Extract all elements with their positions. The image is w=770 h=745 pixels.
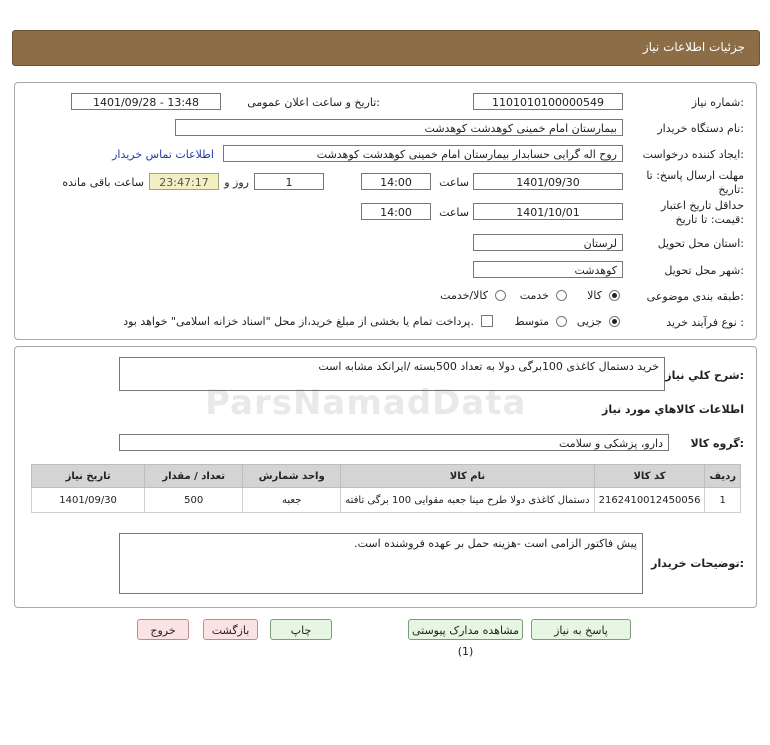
goods-info-heading: اطلاعات کالاهاي مورد نياز <box>602 403 744 416</box>
buyer-org-field: بیمارستان امام خمینی کوهدشت کوهدشت <box>175 119 623 136</box>
buyer-notes-text: پیش فاکتور الزامی است -هزینه حمل بر عهده فروشنده است. <box>354 537 637 550</box>
exit-button[interactable]: خروج <box>137 619 189 640</box>
need-info-panel <box>14 82 757 340</box>
process-label: نوع فرآیند خرید : <box>666 316 744 329</box>
buyer-notes-label: توضیحات خریدار: <box>651 557 744 570</box>
validity-time-field: 14:00 <box>361 203 431 220</box>
col-need-date: تاریخ نیاز <box>32 465 145 488</box>
goods-table <box>31 464 741 513</box>
process-option-minor: جزیی <box>576 315 602 328</box>
col-unit: واحد شمارش <box>243 465 341 488</box>
treasury-payment-checkbox[interactable] <box>481 315 493 327</box>
category-option-goods: کالا <box>587 289 602 302</box>
city-label: شهر محل تحویل: <box>664 264 744 277</box>
buyer-notes-box <box>119 533 643 594</box>
goods-group-field: دارو، پزشکی و سلامت <box>119 434 669 451</box>
need-number-label: شماره نیاز: <box>691 96 744 109</box>
process-radio-medium[interactable] <box>556 316 567 327</box>
summary-label: شرح کلي نیاز: <box>665 369 744 382</box>
validity-date-field: 1401/10/01 <box>473 203 623 220</box>
col-code: کد کالا <box>594 465 705 488</box>
col-quantity: تعداد / مقدار <box>145 465 243 488</box>
remaining-label: ساعت باقی مانده <box>62 176 144 189</box>
buyer-org-label: نام دستگاه خریدار: <box>657 122 744 135</box>
need-details-panel <box>14 346 757 608</box>
col-name: نام کالا <box>341 465 594 488</box>
page-header <box>12 30 760 66</box>
process-option-medium: متوسط <box>514 315 549 328</box>
treasury-payment-note: پرداخت تمام یا بخشی از مبلغ خرید،از محل "اسناد خزانه اسلامی" خواهد بود. <box>123 315 474 328</box>
cell-need-date: 1401/09/30 <box>32 488 145 513</box>
cell-unit: جعبه <box>243 488 341 513</box>
deadline-time-label: ساعت <box>439 176 469 189</box>
days-field: 1 <box>254 173 324 190</box>
deadline-label: مهلت ارسال پاسخ: تا تاریخ: <box>646 169 744 196</box>
summary-text: خرید دستمال کاغذی 100برگی دولا به تعداد 500بسته /ایرانکد مشابه است <box>318 360 659 373</box>
announce-field: 1401/09/28 - 13:48 <box>71 93 221 110</box>
deadline-time-field: 14:00 <box>361 173 431 190</box>
page-title: جزئیات اطلاعات نیاز <box>642 40 745 54</box>
back-button[interactable]: بازگشت <box>203 619 258 640</box>
col-row: ردیف <box>705 465 741 488</box>
need-number-field: 1101010100000549 <box>473 93 623 110</box>
category-option-goods-service: کالا/خدمت <box>440 289 488 302</box>
deadline-date-field: 1401/09/30 <box>473 173 623 190</box>
validity-time-label: ساعت <box>439 206 469 219</box>
requester-label: ایجاد کننده درخواست: <box>642 148 744 161</box>
view-attachments-button[interactable]: مشاهده مدارک پیوستی (1) <box>408 619 523 640</box>
buyer-contact-link[interactable]: اطلاعات تماس خریدار <box>112 148 214 161</box>
cell-name: دستمال کاغذی دولا طرح مینا جعبه مقوایی 100 برگی تافته <box>341 488 594 513</box>
remaining-timer: 23:47:17 <box>149 173 219 190</box>
summary-box <box>119 357 665 391</box>
table-row <box>32 488 741 513</box>
category-label: طبقه بندی موضوعی: <box>646 290 744 303</box>
print-button[interactable]: چاپ <box>270 619 332 640</box>
category-radio-goods-service[interactable] <box>495 290 506 301</box>
city-field: کوهدشت <box>473 261 623 278</box>
announce-label: تاریخ و ساعت اعلان عمومی: <box>247 96 380 109</box>
reply-button[interactable]: پاسخ به نیاز <box>531 619 631 640</box>
cell-code: 2162410012450056 <box>594 488 705 513</box>
category-option-service: خدمت <box>519 289 549 302</box>
requester-field: روح اله گرایی حسابدار بیمارستان امام خمینی کوهدشت کوهدشت <box>223 145 623 162</box>
days-label: روز و <box>224 176 249 189</box>
cell-row: 1 <box>705 488 741 513</box>
province-field: لرستان <box>473 234 623 251</box>
validity-label: حداقل تاریخ اعتبار قیمت: تا تاریخ: <box>660 199 744 226</box>
province-label: استان محل تحویل: <box>657 237 744 250</box>
process-radio-minor[interactable] <box>609 316 620 327</box>
category-radio-service[interactable] <box>556 290 567 301</box>
category-radio-goods[interactable] <box>609 290 620 301</box>
goods-group-label: گروه کالا: <box>690 437 744 450</box>
goods-table-header <box>32 465 741 488</box>
cell-quantity: 500 <box>145 488 243 513</box>
